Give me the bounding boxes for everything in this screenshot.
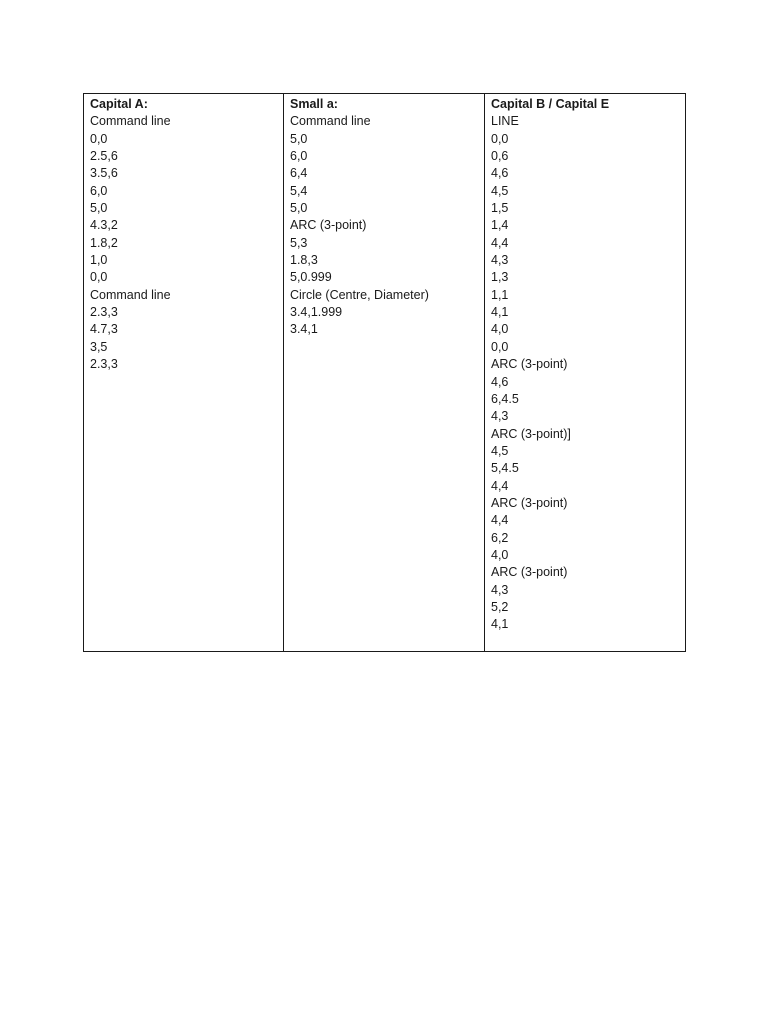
- list-item: 1,4: [491, 218, 509, 233]
- list-item: 5,0: [290, 201, 308, 216]
- list-item: 6,0: [290, 149, 308, 164]
- list-item: 4,0: [491, 322, 509, 337]
- list-item: ARC (3-point): [491, 565, 568, 580]
- column-heading: Capital A:: [90, 97, 148, 111]
- list-item: ARC (3-point): [290, 218, 367, 233]
- list-item: 6,4.5: [491, 391, 519, 406]
- coordinates-table: [83, 93, 686, 652]
- list-item: 4.3,2: [90, 218, 118, 233]
- list-item: 5,4: [290, 183, 308, 198]
- list-item: Command line: [290, 114, 371, 129]
- list-item: 5,4.5: [491, 461, 519, 476]
- list-item: 4,3: [491, 409, 509, 424]
- table-row: [84, 94, 686, 652]
- list-item: ARC (3-point): [491, 495, 568, 510]
- list-item: 1.8,3: [290, 253, 318, 268]
- list-item: 5,2: [491, 599, 509, 614]
- list-item: 4,0: [491, 547, 509, 562]
- column-heading: Capital B / Capital E: [491, 97, 610, 111]
- list-item: Command line: [90, 114, 171, 129]
- column-capital-b-e: [485, 94, 686, 652]
- list-item: 1.8,2: [90, 235, 118, 250]
- list-item: ARC (3-point): [491, 357, 568, 372]
- list-item: 5,0: [90, 201, 108, 216]
- list-item: Circle (Centre, Diameter): [290, 287, 429, 302]
- list-item: 4,5: [491, 443, 509, 458]
- list-item: 2.3,3: [90, 305, 118, 320]
- list-item: 4,4: [491, 478, 509, 493]
- list-item: 1,3: [491, 270, 509, 285]
- list-item: 5,0.999: [290, 270, 332, 285]
- list-item: 4,5: [491, 183, 509, 198]
- list-item: 4,1: [491, 305, 509, 320]
- list-item: 6,4: [290, 166, 308, 181]
- list-item: 5,3: [290, 235, 308, 250]
- list-item: Command line: [90, 287, 171, 302]
- list-item: 4,6: [491, 166, 509, 181]
- list-item: 4,4: [491, 513, 509, 528]
- list-item: 3.4,1.999: [290, 305, 343, 320]
- list-item: 0,0: [90, 270, 108, 285]
- list-item: 3.4,1: [290, 322, 318, 337]
- column-small-a: [284, 94, 485, 652]
- list-item: 4,4: [491, 235, 509, 250]
- list-item: 2.5,6: [90, 149, 118, 164]
- list-item: 5,0: [290, 131, 308, 146]
- list-item: 0,0: [491, 131, 509, 146]
- list-item: ARC (3-point)]: [491, 426, 571, 441]
- list-item: 4,3: [491, 253, 509, 268]
- list-item: 0,0: [90, 131, 108, 146]
- list-item: 4,3: [491, 582, 509, 597]
- list-item: 0,6: [491, 149, 509, 164]
- list-item: 3.5,6: [90, 166, 118, 181]
- list-item: 4,1: [491, 617, 509, 632]
- list-item: 6,2: [491, 530, 509, 545]
- column-capital-a: [84, 94, 284, 652]
- list-item: 4,6: [491, 374, 509, 389]
- list-item: LINE: [491, 114, 519, 129]
- list-item: 0,0: [491, 339, 509, 354]
- column-heading: Small a:: [290, 97, 338, 111]
- list-item: 1,5: [491, 201, 509, 216]
- list-item: 6,0: [90, 183, 108, 198]
- list-item: 1,0: [90, 253, 108, 268]
- list-item: 2.3,3: [90, 357, 118, 372]
- list-item: 4.7,3: [90, 322, 118, 337]
- list-item: 1,1: [491, 287, 509, 302]
- list-item: 3,5: [90, 339, 108, 354]
